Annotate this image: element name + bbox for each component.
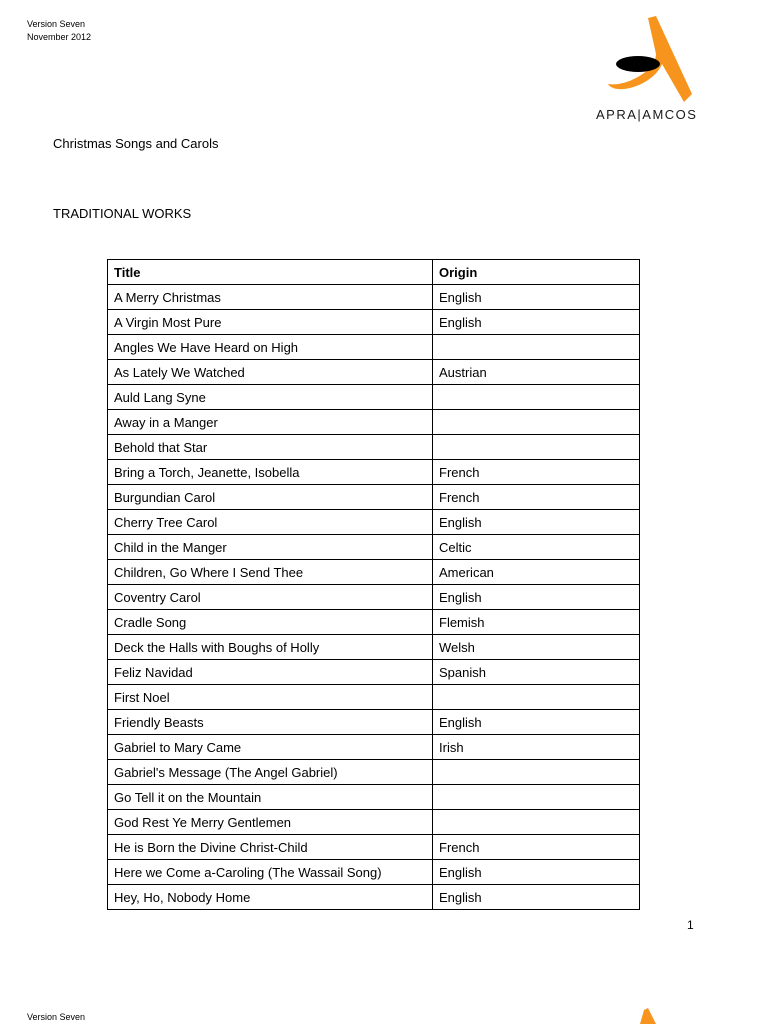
cell-title: Hey, Ho, Nobody Home	[108, 885, 433, 910]
table-row	[108, 435, 640, 460]
cell-title: Behold that Star	[108, 435, 433, 460]
table-row	[108, 835, 640, 860]
cell-title: A Merry Christmas	[108, 285, 433, 310]
document-title: Christmas Songs and Carols	[53, 136, 219, 151]
apra-amcos-logo	[590, 12, 710, 127]
cell-origin: English	[433, 710, 640, 735]
cell-origin: Flemish	[433, 610, 640, 635]
logo-ellipse	[616, 56, 660, 72]
cell-title: Auld Lang Syne	[108, 385, 433, 410]
cell-title: Deck the Halls with Boughs of Holly	[108, 635, 433, 660]
cell-origin: Spanish	[433, 660, 640, 685]
cell-origin: English	[433, 885, 640, 910]
table-body	[108, 285, 640, 910]
table-header-row	[108, 260, 640, 285]
cell-origin	[433, 685, 640, 710]
table-row	[108, 310, 640, 335]
table-row	[108, 560, 640, 585]
cell-title: Children, Go Where I Send Thee	[108, 560, 433, 585]
header-title: Title	[108, 260, 433, 285]
cell-title: Angles We Have Heard on High	[108, 335, 433, 360]
table-row	[108, 635, 640, 660]
table-row	[108, 585, 640, 610]
cell-title: As Lately We Watched	[108, 360, 433, 385]
table-row	[108, 735, 640, 760]
table-row	[108, 660, 640, 685]
version-info	[27, 18, 91, 44]
table-row	[108, 860, 640, 885]
table-row	[108, 760, 640, 785]
version-date: November 2012	[27, 32, 92, 42]
cell-title: Gabriel to Mary Came	[108, 735, 433, 760]
table-row	[108, 360, 640, 385]
table-row	[108, 485, 640, 510]
table-row	[108, 410, 640, 435]
cell-origin: English	[433, 510, 640, 535]
cell-title: He is Born the Divine Christ-Child	[108, 835, 433, 860]
cell-origin: American	[433, 560, 640, 585]
table-row	[108, 285, 640, 310]
table-row	[108, 785, 640, 810]
table-row	[108, 685, 640, 710]
cell-origin	[433, 335, 640, 360]
table-row	[108, 710, 640, 735]
table-row	[108, 885, 640, 910]
cell-origin	[433, 385, 640, 410]
table-row	[108, 510, 640, 535]
cell-origin: Irish	[433, 735, 640, 760]
header-origin: Origin	[433, 260, 640, 285]
cell-origin	[433, 435, 640, 460]
table-row	[108, 385, 640, 410]
cell-origin: French	[433, 485, 640, 510]
cell-title: Gabriel's Message (The Angel Gabriel)	[108, 760, 433, 785]
cell-origin: English	[433, 285, 640, 310]
table-row	[108, 610, 640, 635]
cell-origin: Welsh	[433, 635, 640, 660]
cell-title: Friendly Beasts	[108, 710, 433, 735]
next-page-version: Version Seven	[27, 1012, 86, 1022]
cell-title: Bring a Torch, Jeanette, Isobella	[108, 460, 433, 485]
cell-origin	[433, 785, 640, 810]
cell-origin	[433, 410, 640, 435]
next-page-logo-icon	[638, 1008, 658, 1024]
cell-origin: French	[433, 460, 640, 485]
cell-title: Cherry Tree Carol	[108, 510, 433, 535]
table-row	[108, 460, 640, 485]
table-row	[108, 335, 640, 360]
cell-origin: English	[433, 310, 640, 335]
cell-title: Child in the Manger	[108, 535, 433, 560]
cell-title: A Virgin Most Pure	[108, 310, 433, 335]
carols-table	[107, 259, 640, 910]
cell-title: Burgundian Carol	[108, 485, 433, 510]
cell-title: Go Tell it on the Mountain	[108, 785, 433, 810]
cell-origin	[433, 810, 640, 835]
cell-origin: English	[433, 860, 640, 885]
cell-title: First Noel	[108, 685, 433, 710]
cell-title: Cradle Song	[108, 610, 433, 635]
table-row	[108, 535, 640, 560]
cell-origin	[433, 760, 640, 785]
logo-text: APRA|AMCOS	[596, 107, 698, 122]
section-title: TRADITIONAL WORKS	[53, 206, 192, 221]
cell-origin: Celtic	[433, 535, 640, 560]
table-row	[108, 810, 640, 835]
cell-origin: Austrian	[433, 360, 640, 385]
cell-origin: French	[433, 835, 640, 860]
cell-title: Away in a Manger	[108, 410, 433, 435]
cell-title: God Rest Ye Merry Gentlemen	[108, 810, 433, 835]
cell-title: Here we Come a-Caroling (The Wassail Song)	[108, 860, 433, 885]
apra-amcos-logo-icon	[606, 14, 696, 106]
page-number: 1	[687, 918, 694, 932]
cell-origin: English	[433, 585, 640, 610]
cell-title: Coventry Carol	[108, 585, 433, 610]
cell-title: Feliz Navidad	[108, 660, 433, 685]
version-label: Version Seven	[27, 19, 86, 29]
